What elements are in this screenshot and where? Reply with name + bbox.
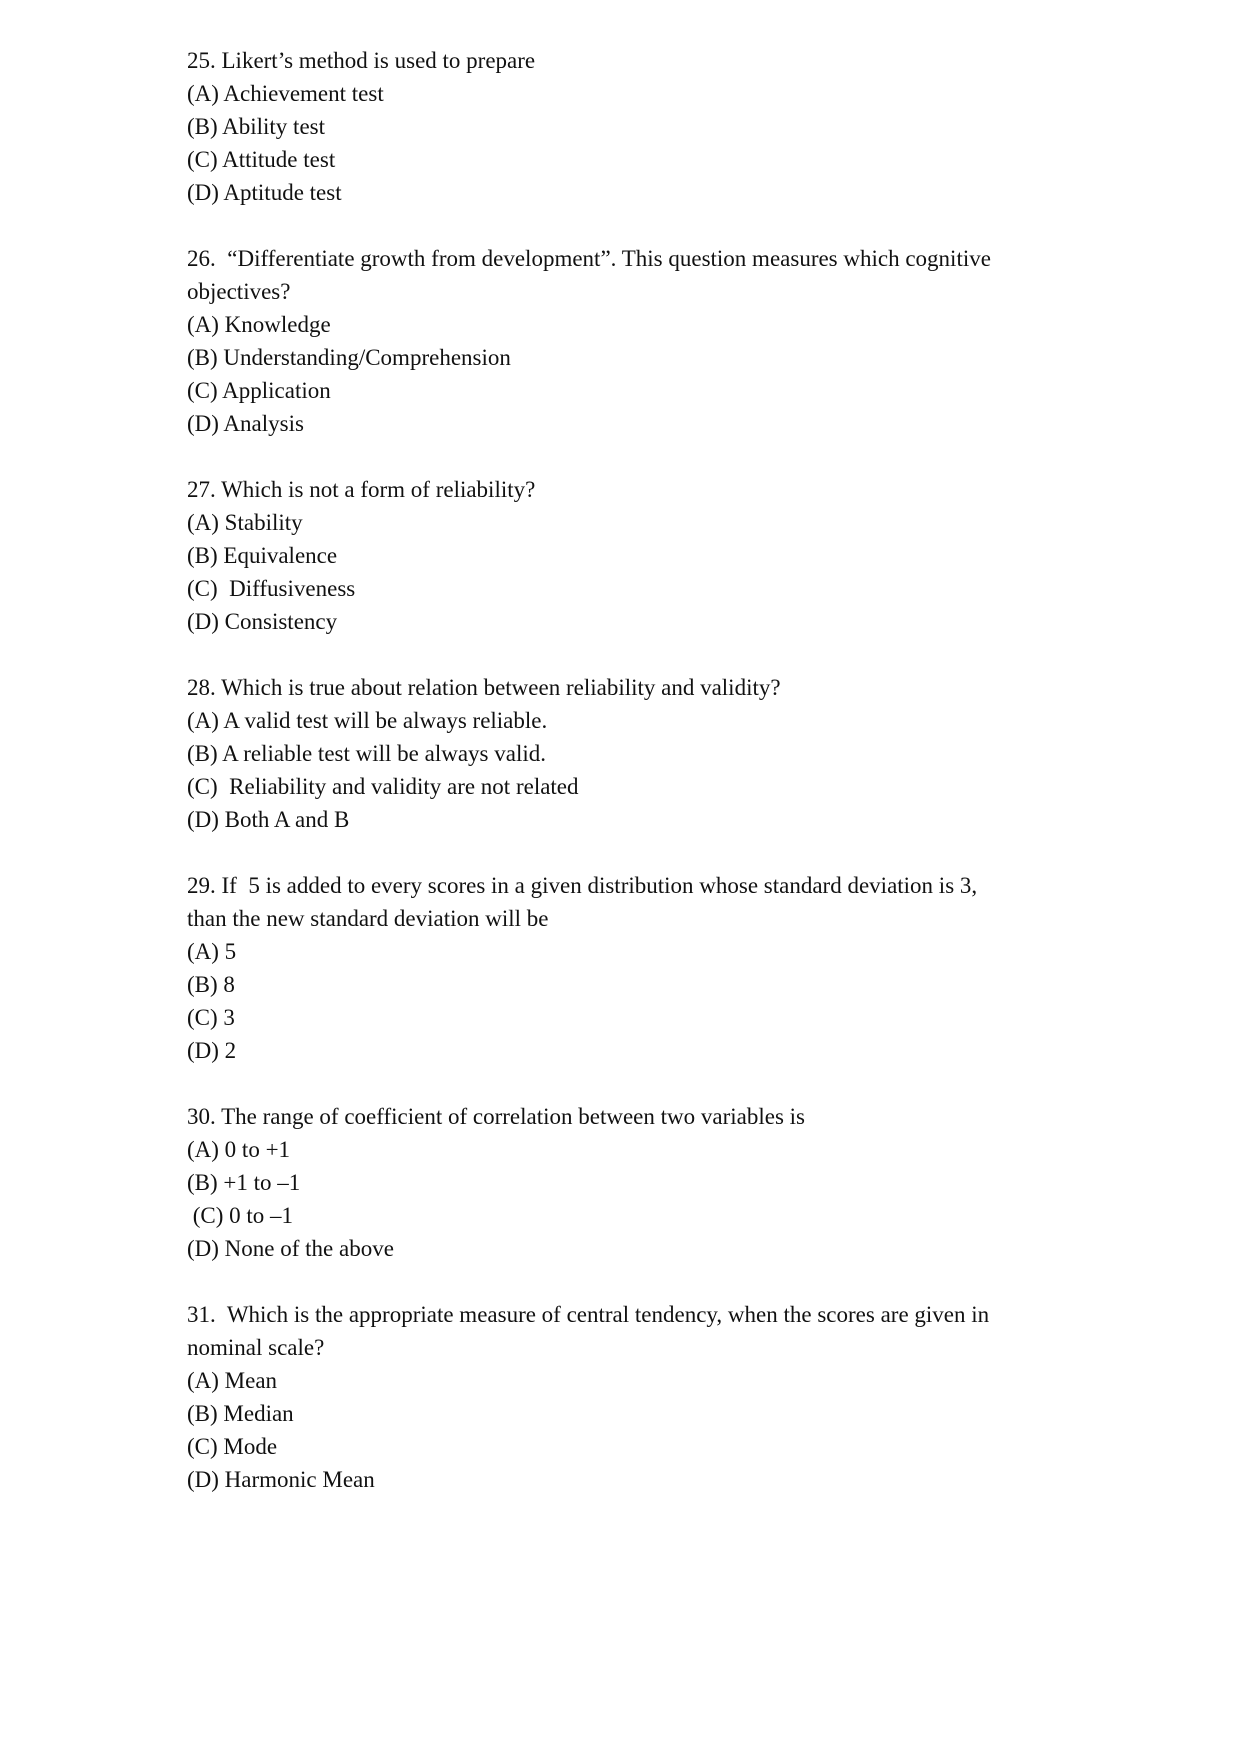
question-text: 29. If 5 is added to every scores in a given distribution whose standard deviation is 3, — [187, 873, 978, 898]
option-b: (B) +1 to –1 — [187, 1170, 301, 1195]
question-text: 26. “Differentiate growth from development”. This question measures which cognitive — [187, 246, 991, 271]
question-list — [187, 44, 1067, 1529]
option-a: (A) Achievement test — [187, 81, 384, 106]
question-text: 28. Which is true about relation between reliability and validity? — [187, 675, 781, 700]
option-d: (D) Analysis — [187, 411, 304, 436]
question-text-continued: objectives? — [187, 279, 291, 304]
question-text-continued: nominal scale? — [187, 1335, 325, 1360]
option-d: (D) 2 — [187, 1038, 237, 1063]
option-a: (A) A valid test will be always reliable. — [187, 708, 548, 733]
question-text: 31. Which is the appropriate measure of central tendency, when the scores are given in — [187, 1302, 990, 1327]
option-d: (D) Consistency — [187, 609, 338, 634]
option-a: (A) 0 to +1 — [187, 1137, 291, 1162]
option-c: (C) 3 — [187, 1005, 235, 1030]
option-b: (B) Median — [187, 1401, 294, 1426]
option-d: (D) Aptitude test — [187, 180, 342, 205]
option-b: (B) A reliable test will be always valid. — [187, 741, 546, 766]
option-a: (A) 5 — [187, 939, 237, 964]
option-b: (B) 8 — [187, 972, 235, 997]
option-a: (A) Knowledge — [187, 312, 331, 337]
question-29 — [187, 869, 1067, 1067]
question-31 — [187, 1298, 1067, 1496]
question-26 — [187, 242, 1067, 440]
option-d: (D) None of the above — [187, 1236, 394, 1261]
question-27 — [187, 473, 1067, 638]
question-text: 25. Likert’s method is used to prepare — [187, 48, 536, 73]
option-c: (C) Reliability and validity are not related — [187, 774, 579, 799]
question-28 — [187, 671, 1067, 836]
option-b: (B) Understanding/Comprehension — [187, 345, 511, 370]
option-a: (A) Mean — [187, 1368, 278, 1393]
question-text: 27. Which is not a form of reliability? — [187, 477, 536, 502]
option-b: (B) Equivalence — [187, 543, 338, 568]
option-b: (B) Ability test — [187, 114, 325, 139]
question-text-continued: than the new standard deviation will be — [187, 906, 549, 931]
option-c: (C) 0 to –1 — [187, 1203, 294, 1228]
option-c: (C) Application — [187, 378, 331, 403]
question-30 — [187, 1100, 1067, 1265]
option-d: (D) Both A and B — [187, 807, 350, 832]
question-text: 30. The range of coefficient of correlation between two variables is — [187, 1104, 805, 1129]
option-c: (C) Mode — [187, 1434, 278, 1459]
question-25 — [187, 44, 1067, 209]
option-c: (C) Attitude test — [187, 147, 336, 172]
option-d: (D) Harmonic Mean — [187, 1467, 375, 1492]
option-a: (A) Stability — [187, 510, 303, 535]
option-c: (C) Diffusiveness — [187, 576, 356, 601]
